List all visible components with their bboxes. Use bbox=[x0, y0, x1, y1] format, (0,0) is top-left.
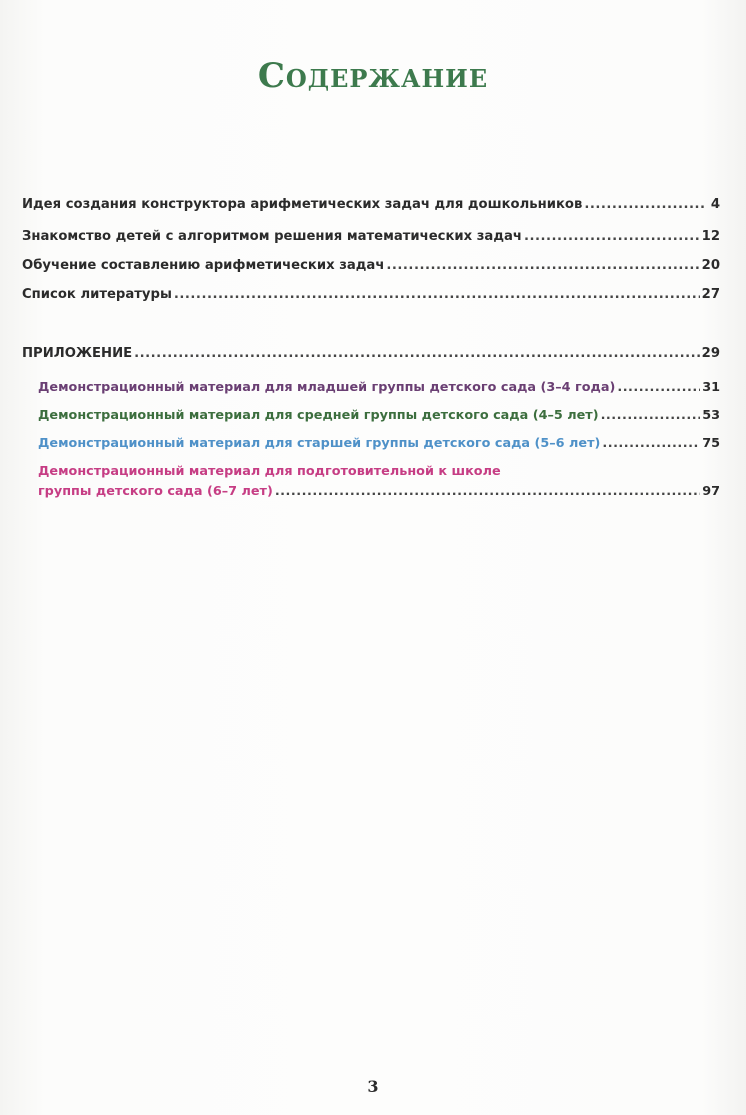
toc-entry-page: 31 bbox=[702, 380, 720, 395]
toc-entry-page: 75 bbox=[702, 436, 720, 451]
toc-entry-title: Знакомство детей с алгоритмом решения математических задач bbox=[22, 229, 522, 244]
toc-entry-title: Демонстрационный материал для средней группы детского сада (4–5 лет) bbox=[38, 408, 599, 423]
toc-entry-title: Список литературы bbox=[22, 287, 172, 302]
toc-entry[interactable] bbox=[22, 197, 720, 212]
toc-entry-title: Демонстрационный материал для старшей группы детского сада (5–6 лет) bbox=[38, 436, 601, 451]
toc-entry-page: 20 bbox=[701, 258, 720, 273]
toc-appendix-title: ПРИЛОЖЕНИЕ bbox=[22, 346, 133, 361]
toc-entry-page: 4 bbox=[710, 197, 720, 212]
page-number: 3 bbox=[367, 1077, 379, 1096]
toc-leader-dots bbox=[134, 346, 700, 361]
toc-appendix-page: 29 bbox=[701, 346, 720, 361]
toc-appendix-item[interactable] bbox=[38, 408, 720, 423]
toc-leader-dots bbox=[524, 229, 700, 244]
toc-entry[interactable] bbox=[22, 287, 720, 302]
toc-entry-page: 12 bbox=[701, 229, 720, 244]
toc-leader-dots bbox=[386, 258, 699, 273]
toc-entry-page: 97 bbox=[702, 484, 720, 499]
toc-appendix-item[interactable] bbox=[38, 484, 720, 499]
toc-appendix-item[interactable] bbox=[38, 436, 720, 451]
toc-appendix[interactable] bbox=[22, 346, 720, 361]
toc-entry-title: Обучение составлению арифметических задач bbox=[22, 258, 385, 273]
toc-leader-dots bbox=[275, 484, 700, 499]
toc-leader-dots bbox=[601, 408, 701, 423]
toc-leader-dots bbox=[602, 436, 700, 451]
toc-appendix-item-line1[interactable]: Демонстрационный материал для подготовительной к школе bbox=[38, 464, 501, 479]
toc-appendix-item[interactable] bbox=[38, 380, 720, 395]
page-title: Содержание bbox=[257, 56, 489, 96]
toc-entry-page: 53 bbox=[702, 408, 720, 423]
toc-entry[interactable] bbox=[22, 229, 720, 244]
toc-leader-dots bbox=[174, 287, 700, 302]
toc-leader-dots bbox=[617, 380, 700, 395]
toc-entry[interactable] bbox=[22, 258, 720, 273]
toc-entry-page: 27 bbox=[701, 287, 720, 302]
toc-entry-title: группы детского сада (6–7 лет) bbox=[38, 484, 273, 499]
toc-leader-dots bbox=[584, 197, 704, 212]
toc-entry-title: Идея создания конструктора арифметических задач для дошкольников bbox=[22, 197, 583, 212]
toc-entry-title: Демонстрационный материал для младшей группы детского сада (3–4 года) bbox=[38, 380, 616, 395]
